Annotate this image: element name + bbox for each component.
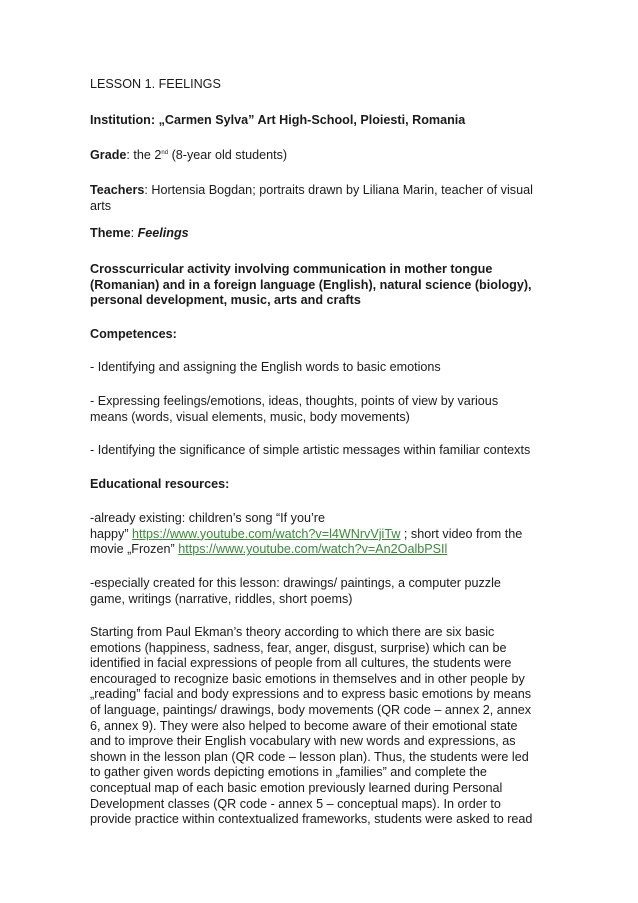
teachers-line (90, 183, 552, 214)
crosscurricular-line-2: (Romanian) and in a foreign language (English), natural science (biology), (90, 277, 532, 292)
body-line: emotions (happiness, sadness, fear, anger, disgust, surprise) which can be (90, 640, 507, 655)
teachers-value-2: arts (90, 198, 111, 213)
teachers-label: Teachers (90, 183, 145, 197)
theme-sep: : (130, 226, 138, 240)
resources-created (90, 576, 552, 607)
competences-heading: Competences: (90, 327, 177, 341)
body-line: Development classes (QR code - annex 5 – conceptual maps). In order to (90, 796, 501, 811)
crosscurricular-line-3: personal development, music, arts and crafts (90, 293, 361, 308)
teachers-value-1: : Hortensia Bogdan; portraits drawn by Liliana Marin, teacher of visual (144, 183, 533, 197)
competence-item-2-line-1: - Expressing feelings/emotions, ideas, thoughts, points of view by various (90, 394, 499, 408)
lesson-title: LESSON 1. FEELINGS (90, 77, 221, 91)
body-line: „reading” facial and body expressions and to express basic emotions by means (90, 687, 532, 702)
song-link[interactable]: https://www.youtube.com/watch?v=l4WNrvVjiTw (132, 526, 401, 541)
body-line: 6, annex 9). They were also helped to become aware of their emotional state (90, 718, 518, 733)
institution-line (90, 113, 552, 129)
institution-label: Institution: (90, 113, 156, 127)
resources-existing-line-2-post: ; short video from the (400, 526, 523, 541)
grade-sup: nd (161, 150, 169, 156)
resources-existing-line-2-pre: happy” (90, 526, 133, 541)
grade-suffix: (8-year old students) (168, 148, 288, 162)
body-line: encouraged to recognize basic emotions in themselves and in other people by (90, 671, 525, 686)
body-line: and to improve their English vocabulary with new words and expressions, as (90, 734, 516, 749)
competence-item-2-line-2: means (words, visual elements, music, body movements) (90, 409, 410, 424)
competence-item-3: - Identifying the significance of simple artistic messages within familiar contexts (90, 443, 531, 457)
resources-created-line-2: game, writings (narrative, riddles, short poems) (90, 591, 353, 606)
body-paragraph (90, 625, 552, 828)
video-link[interactable]: https://www.youtube.com/watch?v=An2OalbPSIl (178, 542, 448, 557)
grade-line (90, 148, 552, 164)
grade-label: Grade (90, 148, 127, 162)
body-line: to gather given words depicting emotions in „families” and complete the (90, 765, 487, 780)
body-line: identified in facial expressions of people from all cultures, the students were (90, 656, 512, 671)
institution-value: „Carmen Sylva” Art High-School, Ploiesti, Romania (158, 113, 466, 127)
competence-item-1: - Identifying and assigning the English words to basic emotions (90, 360, 441, 374)
resources-existing-line-1: -already existing: children’s song “If you’re (90, 511, 325, 525)
theme-value: Feelings (137, 226, 189, 240)
body-line: of language, paintings/ drawings, body movements (QR code – annex 2, annex (90, 702, 532, 717)
crosscurricular-paragraph (90, 262, 552, 309)
theme-label: Theme (90, 226, 131, 240)
body-line: Starting from Paul Ekman’s theory according to which there are six basic (90, 625, 495, 639)
body-line: provide practice within contextualized frameworks, students were asked to read (90, 812, 533, 827)
competence-item-2 (90, 394, 552, 425)
body-line: conceptual map of each basic emotion previously learned during Personal (90, 780, 503, 795)
theme-line (90, 226, 552, 242)
resources-existing (90, 511, 552, 558)
resources-heading: Educational resources: (90, 477, 230, 491)
resources-existing-line-3-pre: movie „Frozen” (90, 542, 179, 557)
crosscurricular-line-1: Crosscurricular activity involving communication in mother tongue (90, 262, 493, 276)
resources-created-line-1: -especially created for this lesson: drawings/ paintings, a computer puzzle (90, 576, 501, 590)
grade-prefix: : the 2 (126, 148, 162, 162)
body-line: shown in the lesson plan (QR code – lesson plan). Thus, the students were led (90, 749, 529, 764)
